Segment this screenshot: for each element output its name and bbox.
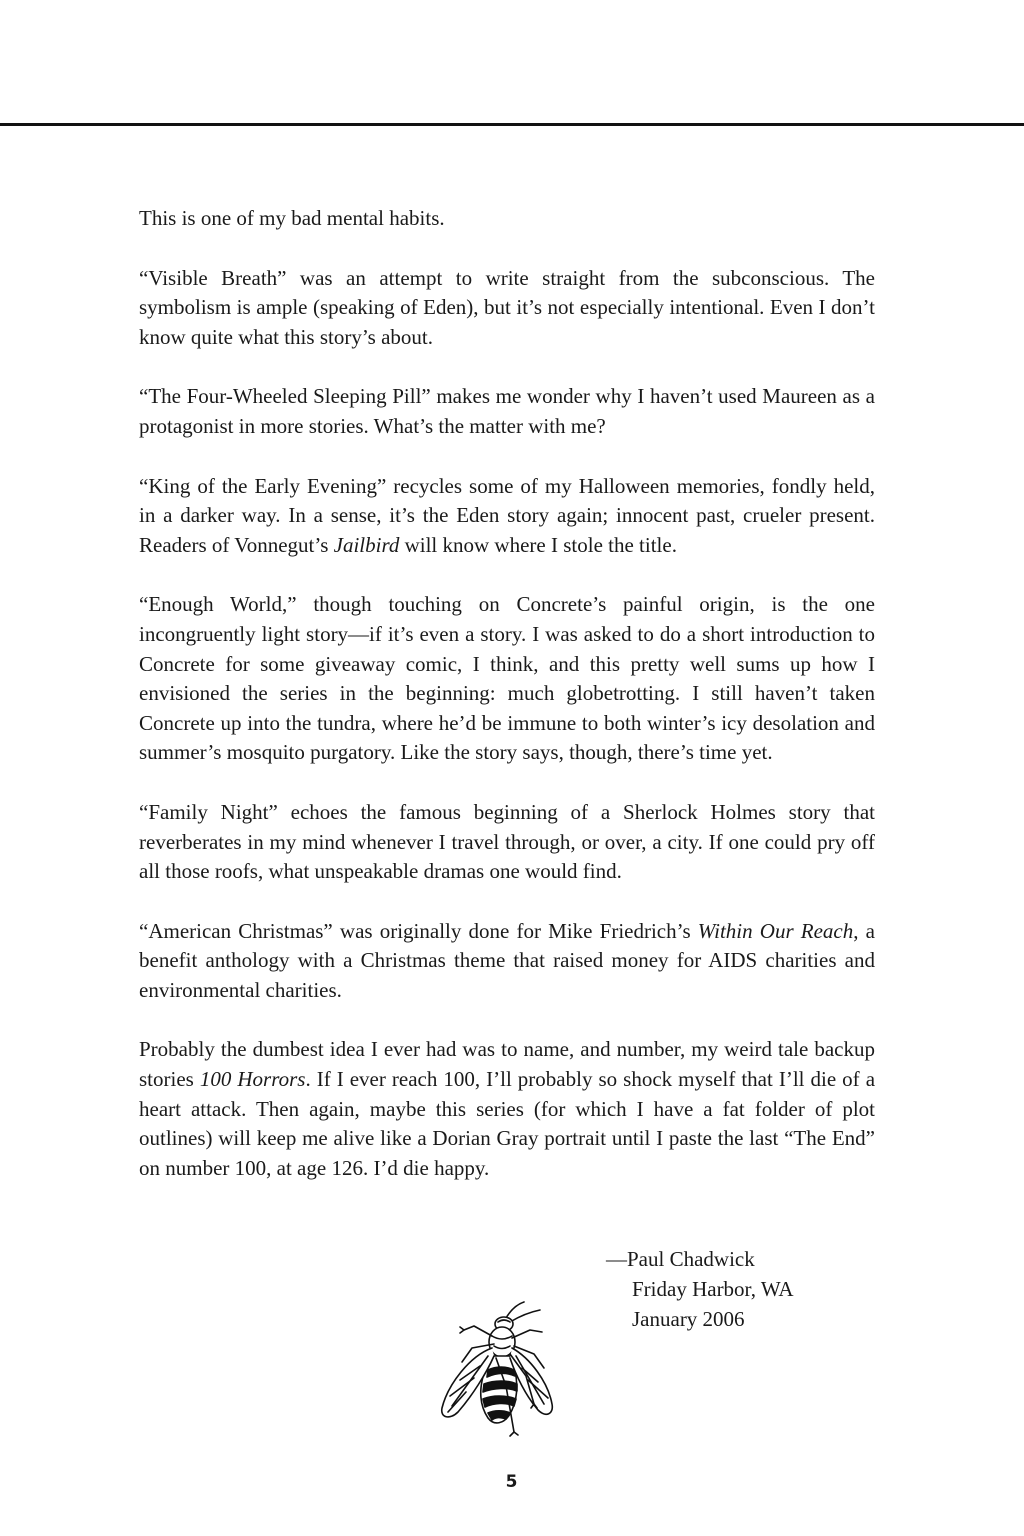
paragraph-4-text-after: will know where I stole the title. (399, 532, 677, 557)
book-title-within-our-reach: Within Our Reach (697, 918, 854, 943)
wasp-icon (430, 1296, 570, 1444)
paragraph-7 (139, 917, 875, 1006)
paragraph-8-text-before: Probably the dumbest idea I ever had was to name, and number, my weird tale backup stories (139, 1037, 875, 1092)
paragraph-1: This is one of my bad mental habits. (139, 206, 445, 230)
paragraph-7-text-after: , a benefit anthology with a Christmas theme that raised money for AIDS charities and environmental charities. (139, 918, 875, 1002)
book-title-jailbird: Jailbird (333, 532, 400, 557)
paragraph-8 (139, 1035, 875, 1183)
paragraph-4 (139, 472, 875, 561)
paragraph-6: “Family Night” echoes the famous beginning of a Sherlock Holmes story that reverberates in my mind whenever I travel through, or over, a city. If one could pry off all those roofs, what unspeakable dramas one would find. (139, 799, 875, 884)
signature-date: January 2006 (632, 1307, 745, 1331)
series-title-100-horrors: 100 Horrors (199, 1067, 306, 1092)
paragraph-5: “Enough World,” though touching on Concrete’s painful origin, is the one incongruently light story—if it’s even a story. I was asked to do a short introduction to Concrete for some giveaway comic, I think, and this pretty well sums up how I envisioned the series in the beginning: much globetrotting. I still haven’t taken Concrete up into the tundra, where he’d be immune to both winter’s icy desolation and summer’s mosquito purgatory. Like the story says, though, there’s time yet. (139, 592, 875, 765)
header-rule (0, 123, 1024, 126)
signature-block (606, 1244, 794, 1334)
paragraph-3: “The Four-Wheeled Sleeping Pill” makes me wonder why I haven’t used Maureen as a protagonist in more stories. What’s the matter with me? (139, 384, 875, 438)
page-number: 5 (505, 1472, 519, 1492)
signature-author: —Paul Chadwick (606, 1247, 755, 1271)
paragraph-7-text-before: “American Christmas” was originally done for Mike Friedrich’s (139, 918, 698, 943)
paragraph-4-text-before: “King of the Early Evening” recycles some of my Halloween memories, fondly held, in a darker way. In a sense, it’s the Eden story again; innocent past, crueler present. Readers of Vonnegut’s (139, 473, 875, 557)
signature-place: Friday Harbor, WA (632, 1277, 794, 1301)
paragraph-2: “Visible Breath” was an attempt to write straight from the subconscious. The symbolism is ample (speaking of Eden), but it’s not especially intentional. Even I don’t know quite what this story’s about. (139, 265, 875, 349)
essay-body (139, 204, 875, 1213)
paragraph-8-text-after: . If I ever reach 100, I’ll probably so shock myself that I’ll die of a heart attack. Then again, maybe this series (for which I have a fat folder of plot outlines) will keep me alive like a Dorian Gray portrait until I paste the last “The End” on number 100, at age 126. I’d die happy. (139, 1067, 876, 1180)
